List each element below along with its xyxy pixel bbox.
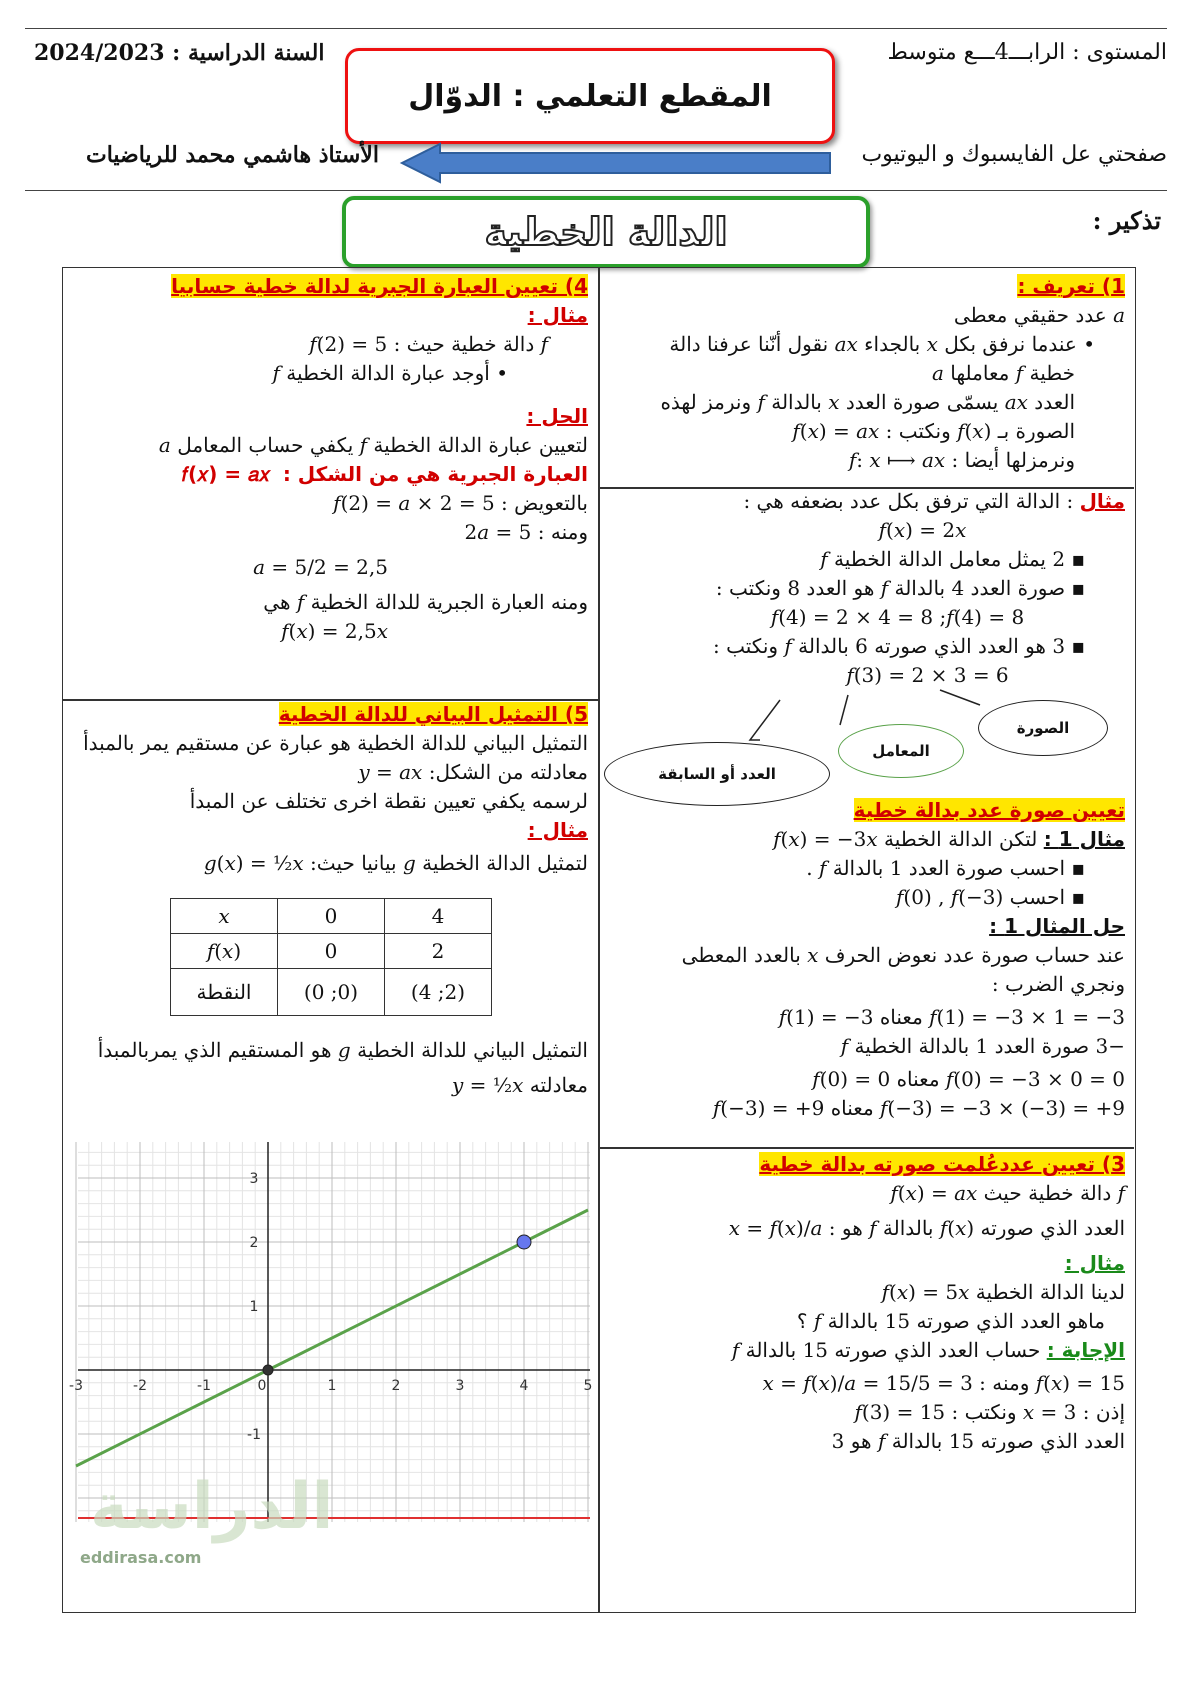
table-cell: 4 [385, 899, 492, 934]
text-line: ونجري الضرب : [991, 972, 1125, 996]
table-cell: 2 [385, 934, 492, 969]
section-title: تعيين صورة عدد بدالة خطية [853, 798, 1125, 822]
text-line: ومنه العبارة الجبرية للدالة الخطية 𝑓 هي [263, 590, 588, 614]
values-table [170, 898, 492, 1016]
coefficient-callout: المعامل [838, 724, 964, 778]
reminder-label: تذكير : [1092, 206, 1161, 235]
bullet-line: ▪ احسب 𝑓(0) , 𝑓(−3) [896, 885, 1085, 909]
table-row [171, 899, 492, 934]
table-cell: 0 [278, 899, 385, 934]
text-line: لتمثيل الدالة الخطية 𝑔 بيانيا حيث: 𝑔(𝑥) = ½𝑥 [203, 851, 588, 875]
watermark: الدراسة [90, 1470, 334, 1544]
example-section: مثال : الدالة التي ترفق بكل عدد بضعفه هي : 𝑓(𝑥) = 2𝑥 ▪ 2 يمثل معامل الدالة الخطية 𝑓 ▪ صورة العدد 4 بالدالة 𝑓 هو العدد 8 ونكتب : 𝑓(4) = 2 × 4 = 8 ;𝑓(4) = 8 ▪ 3 هو العدد الذي صورته 6 بالدالة 𝑓 ونكتب : 𝑓(3) = 2 × 3 = 6 [610, 487, 1125, 690]
x-tick-label: -1 [197, 1378, 211, 1394]
text-line: معادلته من الشكل: 𝑦 = 𝑎𝑥 [358, 760, 588, 784]
graph-section [70, 700, 588, 878]
text-line: 𝑎 عدد حقيقي معطى [953, 303, 1125, 327]
x-tick-label: -3 [69, 1378, 83, 1394]
data-point [517, 1235, 531, 1249]
example-label: مثال : [1064, 1251, 1125, 1275]
example-label: مثال [1079, 489, 1125, 513]
solution-label: حل المثال 1 : [989, 914, 1125, 938]
text-line: خطية 𝑓 معاملها 𝑎 [931, 361, 1075, 385]
formula: 𝑓(1) = −3 × 1 = −3 معناه 𝑓(1) = −3 [778, 1005, 1125, 1029]
divider [599, 1147, 1134, 1149]
x-tick-label: 1 [327, 1378, 337, 1394]
section-title: 3) تعيين عددعُلمت صورته بدالة خطية [759, 1152, 1125, 1176]
example-label: مثال : [527, 818, 588, 842]
text-line: عند حساب صورة عدد نعوض الحرف 𝑥 بالعدد المعطى [681, 943, 1125, 967]
formula: العدد الذي صورته 𝑓(𝑥) بالدالة 𝑓 هو : 𝑥 = 𝑓(𝑥)/𝑎 [728, 1216, 1125, 1240]
x-tick-label: 3 [455, 1378, 465, 1394]
text-line: لتعيين عبارة الدالة الخطية 𝑓 يكفي حساب المعامل 𝑎 [158, 433, 588, 457]
text-line: • عندما نرفق بكل 𝑥 بالجداء 𝑎𝑥 نقول أنّنا عرفنا دالة [669, 332, 1095, 356]
formula: 𝑓(3) = 2 × 3 = 6 [846, 663, 1009, 687]
bullet-line: ▪ 3 هو العدد الذي صورته 6 بالدالة 𝑓 ونكتب : [713, 634, 1085, 658]
formula: 𝑓(4) = 2 × 4 = 8 ;𝑓(4) = 8 [770, 605, 1025, 629]
text-line: 𝑓 دالة خطية حيث : 𝑓(2) = 5 [309, 332, 548, 356]
table-cell: 𝑥 [171, 899, 278, 934]
formula: ومنه : 2𝑎 = 5 [464, 520, 588, 544]
solution-label: الحل : [526, 404, 588, 428]
text-line: ونرمزلها أيضا : 𝑓: 𝑥 ⟼ 𝑎𝑥 [848, 448, 1075, 472]
y-tick-label: 1 [249, 1299, 259, 1315]
school-year: السنة الدراسية : 2024/2023 [34, 40, 325, 66]
bullet-line: ▪ احسب صورة العدد 1 بالدالة 𝑓 . [806, 856, 1085, 880]
y-tick-label: 2 [249, 1235, 259, 1251]
example-label: مثال 1 : [1043, 827, 1125, 851]
x-tick-label: 2 [391, 1378, 401, 1394]
text-line: العدد الذي صورته 15 بالدالة 𝑓 هو 3 [831, 1429, 1125, 1453]
text-line: معادلته 𝑦 = ½𝑥 [451, 1073, 588, 1097]
bullet-line: • أوجد عبارة الدالة الخطية 𝑓 [272, 361, 508, 385]
arrow-left-icon [400, 140, 840, 186]
text-line: ماهو العدد الذي صورته 15 بالدالة 𝑓 ؟ [796, 1309, 1105, 1333]
bullet-line: ▪ 2 يمثل معامل الدالة الخطية 𝑓 [820, 547, 1085, 571]
text-line: التمثيل البياني للدالة الخطية هو عبارة عن مستقيم يمر بالمبدأ [83, 731, 588, 755]
watermark-url: eddirasa.com [80, 1548, 202, 1567]
text-line: التمثيل البياني للدالة الخطية 𝑔 هو المستقيم الذي يمربالمبدأ [97, 1038, 588, 1062]
data-point [263, 1365, 273, 1375]
text-line: العدد 𝑎𝑥 يسمّى صورة العدد 𝑥 بالدالة 𝑓 ونرمز لهذه [660, 390, 1075, 414]
text-line: الصورة بـ 𝑓(𝑥) ونكتب : 𝑓(𝑥) = 𝑎𝑥 [792, 419, 1075, 443]
formula: 𝑓(𝑥) = 2,5𝑥 [281, 619, 388, 643]
table-cell: النقطة [171, 969, 278, 1016]
social-page-note: صفحتي عل الفايسبوك و اليوتيوب [861, 142, 1167, 167]
form-label: العبارة الجبرية هي من الشكل : [282, 462, 588, 486]
form-formula: 𝑓(𝑥) = 𝑎𝑥 [181, 462, 271, 486]
formula: 𝑓(𝑥) = 15 ومنه : 𝑥 = 𝑓(𝑥)/𝑎 = 15/5 = 3 [762, 1371, 1125, 1395]
text-line: لرسمه يكفي تعيين نقطة اخرى تختلف عن المبدأ [189, 789, 588, 813]
linear-function-graph [69, 1142, 593, 1522]
text-line: −3 صورة العدد 1 بالدالة الخطية 𝑓 [840, 1034, 1125, 1058]
sequence-title: المقطع التعلمي : الدوّال [345, 48, 835, 144]
y-tick-label: -1 [247, 1427, 261, 1443]
formula: 𝑓(−3) = −3 × (−3) = +9 معناه 𝑓(−3) = +9 [712, 1096, 1125, 1120]
text-line: لدينا الدالة الخطية 𝑓(𝑥) = 5𝑥 [881, 1280, 1125, 1304]
x-tick-label: 0 [257, 1378, 267, 1394]
formula: إذن : 𝑥 = 3 ونكتب : 𝑓(3) = 15 [854, 1400, 1125, 1424]
table-cell: (4 ;2) [385, 969, 492, 1016]
teacher-name: الأستاذ هاشمي محمد للرياضيات [86, 142, 379, 168]
algebraic-expression-section [70, 272, 588, 646]
table-row [171, 969, 492, 1016]
formula: 𝑎 = 5/2 = 2,5 [253, 555, 388, 579]
image-callout: الصورة [978, 700, 1108, 756]
bullet-line: ▪ صورة العدد 4 بالدالة 𝑓 هو العدد 8 ونكتب : [715, 576, 1085, 600]
image-section: تعيين صورة عدد بدالة خطية مثال 1 : لتكن الدالة الخطية 𝑓(𝑥) = −3𝑥 ▪ احسب صورة العدد 1 بالدالة 𝑓 . ▪ احسب 𝑓(0) , 𝑓(−3) حل المثال 1 : عند حساب صورة عدد نعوض الحرف 𝑥 بالعدد المعطى ونجري الضرب : 𝑓(1) = −3 × 1 = −3 معناه 𝑓(1) = −3 −3 صورة العدد 1 بالدالة الخطية 𝑓 𝑓(0) = −3 × 0 = 0 معناه 𝑓(0) = 0 𝑓(−3) = −3 × (−3) = +9 معناه 𝑓(−3) = +9 [610, 796, 1125, 1123]
table-cell: 0 [278, 934, 385, 969]
table-row [171, 934, 492, 969]
text-line: 𝑓 دالة خطية حيث 𝑓(𝑥) = 𝑎𝑥 [890, 1181, 1125, 1205]
x-tick-label: 4 [519, 1378, 529, 1394]
table-cell: 𝑓(𝑥) [171, 934, 278, 969]
section-title: 4) تعيين العبارة الجبرية لدالة خطية حسابيا [171, 274, 588, 298]
formula: 𝑓(0) = −3 × 0 = 0 معناه 𝑓(0) = 0 [812, 1067, 1125, 1091]
level-label: المستوى : الرابـــ4ـــع متوسط [887, 40, 1167, 65]
y-tick-label: 3 [249, 1171, 259, 1187]
lesson-title: الدالة الخطية [342, 196, 870, 268]
graph-conclusion [70, 1036, 588, 1100]
example-label: مثال : [527, 303, 588, 327]
column-divider [598, 267, 600, 1613]
section-title: 1) تعريف : [1017, 274, 1125, 298]
answer-label: الإجابة : [1046, 1338, 1125, 1362]
table-cell: (0 ;0) [278, 969, 385, 1016]
formula: 𝑓(𝑥) = 2𝑥 [878, 518, 967, 542]
antecedent-section: 3) تعيين عددعُلمت صورته بدالة خطية 𝑓 دالة خطية حيث 𝑓(𝑥) = 𝑎𝑥 العدد الذي صورته 𝑓(𝑥) بالدالة 𝑓 هو : 𝑥 = 𝑓(𝑥)/𝑎 مثال : لدينا الدالة الخطية 𝑓(𝑥) = 5𝑥 ماهو العدد الذي صورته 15 بالدالة 𝑓 ؟ الإجابة : حساب العدد الذي صورته 15 بالدالة 𝑓 𝑓(𝑥) = 15 ومنه : 𝑥 = 𝑓(𝑥)/𝑎 = 15/5 = 3 إذن : 𝑥 = 3 ونكتب : 𝑓(3) = 15 العدد الذي صورته 15 بالدالة 𝑓 هو 3 [610, 1150, 1125, 1456]
antecedent-callout: العدد أو السابقة [604, 742, 830, 806]
formula: بالتعويض : 𝑓(2) = 𝑎 × 2 = 5 [333, 491, 588, 515]
section-title: 5) التمثيل البياني للدالة الخطية [278, 702, 588, 726]
x-tick-label: -2 [133, 1378, 147, 1394]
definition-section [610, 272, 1125, 475]
x-tick-label: 5 [583, 1378, 593, 1394]
